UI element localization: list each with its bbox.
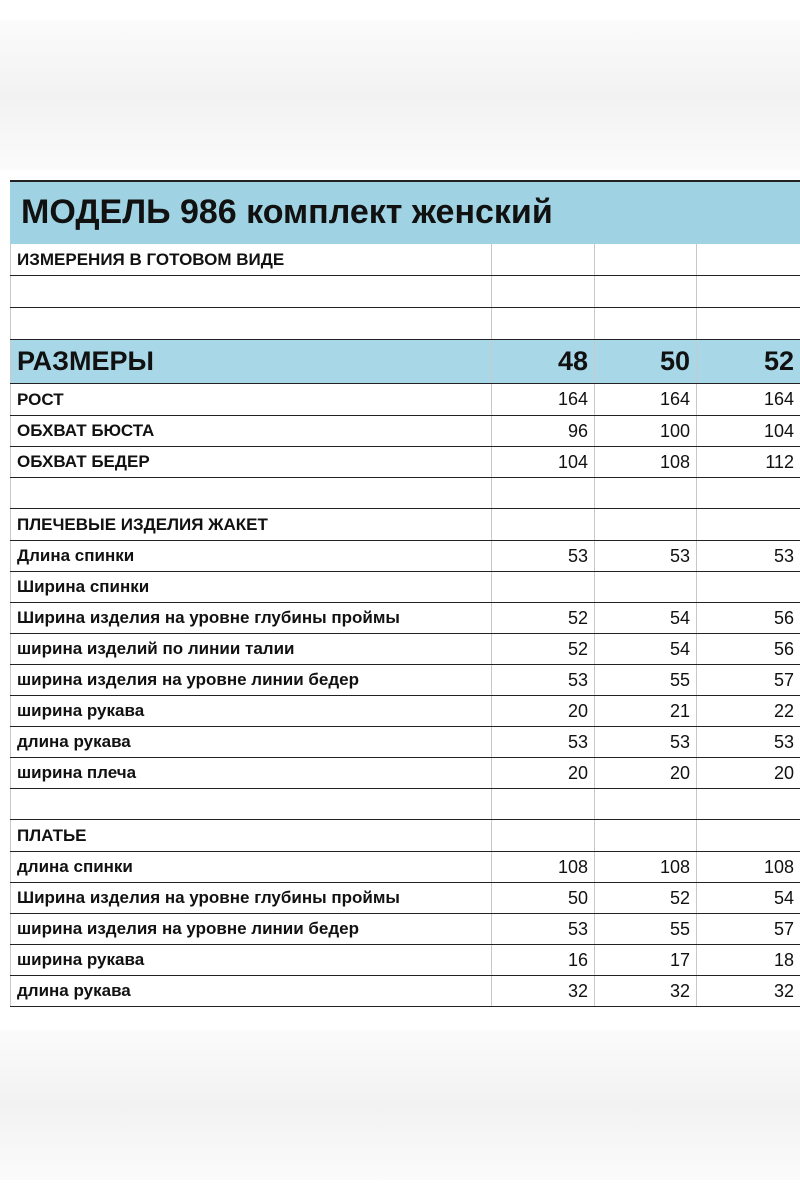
row-value: 20 xyxy=(492,695,595,726)
row-label: ширина изделий по линии талии xyxy=(11,633,492,664)
row-value: 104 xyxy=(697,415,800,446)
row-value xyxy=(697,571,800,602)
row-value: 21 xyxy=(595,695,697,726)
row-value: 108 xyxy=(595,851,697,882)
row-label: ОБХВАТ БЮСТА xyxy=(11,415,492,446)
row-value: 16 xyxy=(492,944,595,975)
row-value: 18 xyxy=(697,944,800,975)
section-heading-row xyxy=(11,819,800,851)
jacket-section-heading: ПЛЕЧЕВЫЕ ИЗДЕЛИЯ ЖАКЕТ xyxy=(11,508,492,540)
table-row xyxy=(11,415,800,446)
row-value: 54 xyxy=(697,882,800,913)
row-value: 50 xyxy=(492,882,595,913)
table-row xyxy=(11,446,800,477)
row-value xyxy=(595,571,697,602)
size-column-header: 50 xyxy=(595,339,697,383)
row-value: 53 xyxy=(697,726,800,757)
row-value: 54 xyxy=(595,602,697,633)
row-value: 32 xyxy=(492,975,595,1006)
row-value: 57 xyxy=(697,664,800,695)
row-label: ширина изделия на уровне линии бедер xyxy=(11,913,492,944)
sizes-header-row xyxy=(11,339,800,383)
table-row xyxy=(11,540,800,571)
row-value: 53 xyxy=(492,726,595,757)
row-value: 54 xyxy=(595,633,697,664)
table-row xyxy=(11,913,800,944)
row-value: 52 xyxy=(595,882,697,913)
row-value: 20 xyxy=(595,757,697,788)
row-label: РОСТ xyxy=(11,383,492,415)
row-value: 32 xyxy=(595,975,697,1006)
row-value: 57 xyxy=(697,913,800,944)
row-value: 53 xyxy=(595,726,697,757)
row-value: 56 xyxy=(697,602,800,633)
row-value: 108 xyxy=(492,851,595,882)
table-row xyxy=(11,664,800,695)
row-label: длина рукава xyxy=(11,975,492,1006)
blank-row xyxy=(11,275,800,307)
size-column-header: 52 xyxy=(697,339,800,383)
row-value: 164 xyxy=(697,383,800,415)
row-value: 55 xyxy=(595,913,697,944)
row-label: Ширина изделия на уровне глубины проймы xyxy=(11,602,492,633)
table-row xyxy=(11,944,800,975)
row-label: Длина спинки xyxy=(11,540,492,571)
blank-row xyxy=(11,477,800,508)
row-value: 112 xyxy=(697,446,800,477)
row-value: 56 xyxy=(697,633,800,664)
row-value: 17 xyxy=(595,944,697,975)
size-chart-table xyxy=(10,180,800,1007)
table-row xyxy=(11,571,800,602)
row-label: Ширина изделия на уровне глубины проймы xyxy=(11,882,492,913)
row-label: ширина рукава xyxy=(11,944,492,975)
table-row xyxy=(11,633,800,664)
size-column-header: 48 xyxy=(492,339,595,383)
row-value: 104 xyxy=(492,446,595,477)
background-band xyxy=(0,20,800,170)
row-value: 108 xyxy=(595,446,697,477)
table-row xyxy=(11,882,800,913)
row-value: 53 xyxy=(492,913,595,944)
blank-row xyxy=(11,788,800,819)
section-heading-row xyxy=(11,508,800,540)
row-value: 108 xyxy=(697,851,800,882)
table-row xyxy=(11,695,800,726)
row-value: 20 xyxy=(492,757,595,788)
table-row xyxy=(11,602,800,633)
row-value: 53 xyxy=(492,664,595,695)
row-value: 53 xyxy=(492,540,595,571)
row-value: 20 xyxy=(697,757,800,788)
dress-section-heading: ПЛАТЬЕ xyxy=(11,819,492,851)
row-label: ОБХВАТ БЕДЕР xyxy=(11,446,492,477)
row-label: Ширина спинки xyxy=(11,571,492,602)
row-value: 164 xyxy=(492,383,595,415)
row-value: 55 xyxy=(595,664,697,695)
row-value: 32 xyxy=(697,975,800,1006)
table-row xyxy=(11,851,800,882)
row-value xyxy=(492,571,595,602)
row-value: 53 xyxy=(595,540,697,571)
sizes-label: РАЗМЕРЫ xyxy=(11,339,492,383)
title-row xyxy=(11,181,800,243)
table-row xyxy=(11,726,800,757)
row-label: длина спинки xyxy=(11,851,492,882)
row-label: длина рукава xyxy=(11,726,492,757)
blank-row xyxy=(11,307,800,339)
row-value: 100 xyxy=(595,415,697,446)
subtitle-row xyxy=(11,243,800,275)
row-value: 52 xyxy=(492,633,595,664)
row-value: 164 xyxy=(595,383,697,415)
table-row xyxy=(11,975,800,1006)
row-value: 96 xyxy=(492,415,595,446)
table-row xyxy=(11,757,800,788)
model-title: МОДЕЛЬ 986 комплект женский xyxy=(11,181,800,243)
row-label: ширина рукава xyxy=(11,695,492,726)
background-band xyxy=(0,1030,800,1180)
table-row xyxy=(11,383,800,415)
row-value: 22 xyxy=(697,695,800,726)
row-value: 53 xyxy=(697,540,800,571)
measurements-subtitle: ИЗМЕРЕНИЯ В ГОТОВОМ ВИДЕ xyxy=(11,243,492,275)
row-label: ширина изделия на уровне линии бедер xyxy=(11,664,492,695)
row-value: 52 xyxy=(492,602,595,633)
row-label: ширина плеча xyxy=(11,757,492,788)
